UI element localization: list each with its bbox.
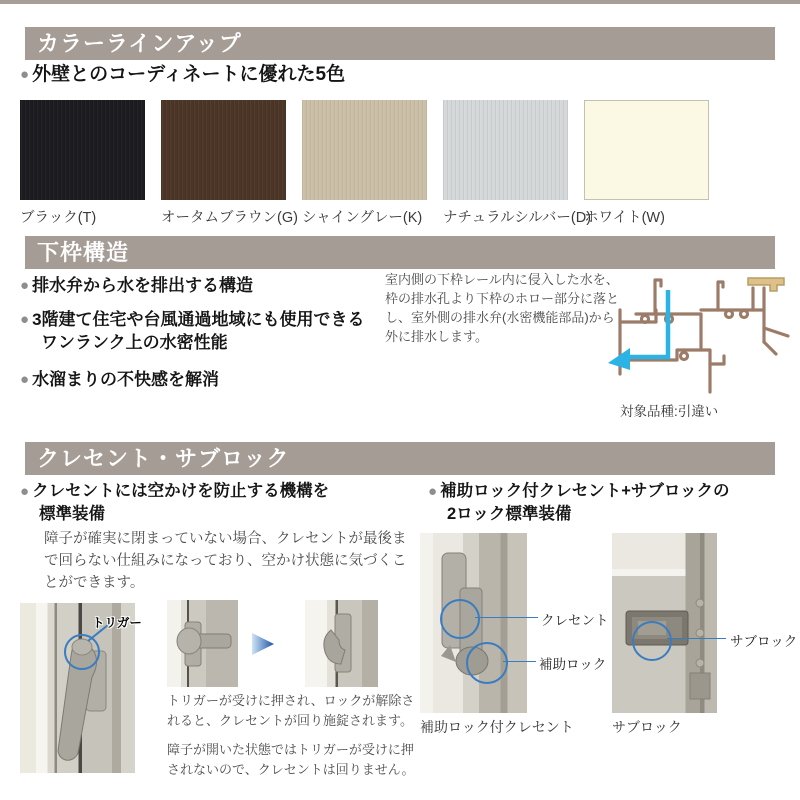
crescent-locked-photo — [305, 600, 378, 687]
aux-lock-label: 補助ロック — [539, 657, 607, 672]
section-header-color-lineup — [25, 27, 775, 60]
sub-lock-annotation-line — [667, 638, 726, 639]
bullet-icon: ● — [20, 483, 30, 500]
aux-crescent-caption: 補助ロック付クレセント — [420, 719, 574, 735]
bullet-text: 3階建て住宅や台風通過地域にも使用できる — [32, 310, 365, 329]
crescent-left-paragraph: 障子が確実に閉まっていない場合、クレセントが最後まで回らない仕組みになっており、空かけ状態に気づくことができます。 — [44, 531, 407, 591]
sub-lock-annotation-circle — [632, 621, 672, 661]
section-title: カラーラインアップ — [37, 31, 242, 56]
swatch-white-color — [584, 100, 709, 200]
swatch-black — [20, 100, 145, 227]
swatch-autumn-brown — [161, 100, 298, 227]
swatch-autumn-brown-color — [161, 100, 286, 200]
crescent-right-heading — [428, 480, 793, 525]
swatch-black-color — [20, 100, 145, 200]
sub-lock-photo — [612, 533, 717, 713]
drainage-diagram — [598, 264, 795, 404]
crescent-notes — [167, 691, 419, 781]
section-header-crescent-sublock — [25, 442, 775, 475]
crescent-label: クレセント — [541, 613, 609, 628]
note-open-state: 障子が開いた状態ではトリガーが受けに押されないので、クレセントは回りません。 — [167, 742, 415, 778]
crescent-open-drawing — [167, 600, 238, 687]
swatch-natural-silver-color — [443, 100, 568, 200]
crescent-annotation-line — [475, 617, 538, 618]
diagram-caption: 対象品種:引違い — [620, 404, 719, 419]
note-lock-engage: トリガーが受けに押され、ロックが解除されると、クレセントが回り施錠されます。 — [167, 693, 415, 729]
section-title: クレセント・サブロック — [37, 446, 290, 471]
bullet-text: 排水弁から水を排出する構造 — [32, 276, 254, 295]
swatch-natural-silver-label: ナチュラルシルバー(D) — [443, 210, 592, 226]
heading-text-cont: 標準装備 — [39, 505, 105, 523]
swatch-shine-gray-label: シャイングレー(K) — [302, 210, 423, 226]
list-item — [20, 308, 385, 354]
aux-lock-annotation-line — [503, 661, 536, 662]
swatch-black-label: ブラック(T) — [20, 210, 97, 226]
swatch-shine-gray — [302, 100, 427, 227]
heading-text: 補助ロック付クレセント+サブロックの — [440, 482, 730, 500]
subtitle-text: 外壁とのコーディネートに優れた5色 — [32, 64, 346, 85]
bullet-icon: ● — [20, 277, 30, 294]
crescent-photo-group-left — [20, 595, 420, 800]
list-item — [20, 368, 385, 391]
sub-lock-caption: サブロック — [612, 719, 682, 735]
swatch-white-label: ホワイト(W) — [584, 210, 665, 226]
trigger-label: トリガー — [92, 616, 142, 630]
top-accent-bar — [0, 0, 800, 4]
arrow-right-icon — [250, 631, 276, 657]
swatch-autumn-brown-label: オータムブラウン(G) — [161, 210, 298, 226]
aux-lock-annotation-circle — [466, 642, 508, 684]
drainage-description: 室内側の下枠レール内に侵入した水を、枠の排水孔より下枠のホロー部分に落とし、室外側の排水弁(水密機能部品)から外に排水します。 — [385, 272, 620, 344]
bullet-icon: ● — [20, 311, 30, 328]
crescent-left-heading — [20, 480, 415, 525]
list-item — [20, 274, 385, 297]
crescent-annotation-circle — [440, 599, 480, 639]
crescent-unlocked-photo — [167, 600, 238, 687]
swatch-white — [584, 100, 709, 227]
bullet-text-cont: ワンランク上の水密性能 — [41, 333, 228, 352]
color-swatch-row — [20, 100, 709, 227]
section-title: 下枠構造 — [37, 240, 130, 265]
crescent-closed-drawing — [305, 600, 378, 687]
bullet-icon: ● — [20, 371, 30, 388]
bullet-text: 水溜まりの不快感を解消 — [32, 370, 220, 389]
color-lineup-subtitle — [20, 63, 345, 87]
sub-lock-label: サブロック — [730, 634, 798, 649]
heading-text-cont: 2ロック標準装備 — [447, 505, 572, 523]
crescent-photo-group-right — [420, 525, 800, 755]
bullet-icon: ● — [428, 483, 438, 500]
bullet-icon: ● — [20, 66, 30, 83]
swatch-natural-silver — [443, 100, 592, 227]
frame-cross-section-drawing — [598, 264, 795, 404]
swatch-shine-gray-color — [302, 100, 427, 200]
bottom-frame-bullet-list — [20, 274, 385, 402]
sub-lock-drawing — [612, 533, 717, 713]
heading-text: クレセントには空かけを防止する機構を — [32, 482, 330, 500]
